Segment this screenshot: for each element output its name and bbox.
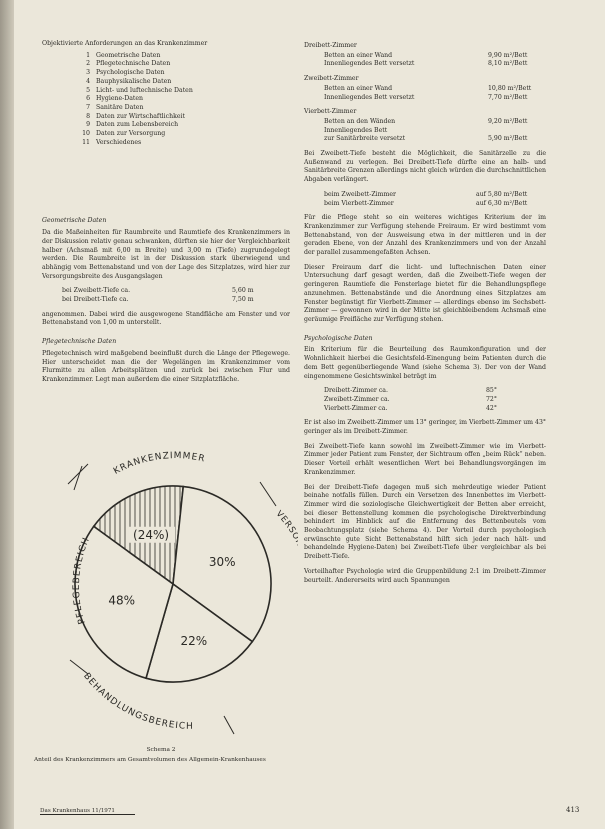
paragraph: Er ist also im Zweibett-Zimmer um 13° geringer, im Vierbett-Zimmer um 43° geringer als im Dreibett-Zimmer. [304,419,546,436]
paragraph: Für die Pflege steht so ein weiteres wichtiges Kriterium der im Krankenzimmer zur Verfügung stehende Freiraum. Er wird bestimmt vom Bettenabstand, von der Ausweisung etwa in der mittleren und in der geraden Ebene, von der Anzahl des Krankenzimmers und von der Anzahl der parallel zusammengefaßten Achsen. [304,214,546,257]
page-number: 413 [566,806,580,814]
angle-table [324,387,516,413]
list-item: 5 Licht- und luftechnische Daten [86,86,193,94]
reduction-table [324,191,546,208]
subheading-vierbett: Vierbett-Zimmer [304,108,357,116]
footer-journal: Das Krankenhaus 11/1971 [40,808,135,815]
right-column [304,40,546,591]
table-row: beim Zweibett-Zimmer auf 5,80 m²/Bett [324,190,528,198]
paragraph: Vorteilhafter Psychologie wird die Gruppenbildung 2:1 im Dreibett-Zimmer beurteilt. Andererseits wird auch Spannungen [304,567,546,584]
pie-diagram [48,416,298,746]
list-item: 7 Sanitäre Daten [86,103,144,111]
zweibett-table [324,85,546,102]
list-item: 4 Bauphysikalische Daten [86,77,172,85]
vierbett-table [324,118,546,144]
list-item: 2 Pflegetechnische Daten [86,60,171,68]
table-row: Vierbett-Zimmer ca. 42° [324,404,497,412]
pie-slices [75,486,271,682]
label-behandlungsbereich: BEHANDLUNGSBEREICH [81,671,194,732]
subheading-dreibett: Dreibett-Zimmer [304,42,357,49]
table-row: beim Vierbett-Zimmer auf 6,30 m²/Bett [324,199,528,207]
list-item: 6 Hygiene-Daten [86,95,144,103]
table-row: Betten an einer Wand 10,80 m²/Bett [324,84,532,92]
subheading-zweibett: Zweibett-Zimmer [304,75,359,83]
table-row: Innenliegendes Bett [324,126,388,134]
paragraph: Da die Maßeinheiten für Raumbreite und Raumtiefe des Krankenzimmers in der Diskussion relativ genau schwanken, dürften sie hier der Vergleichbarkeit halber (Achsmaß mit 6,00 m Breite) und 3,00 m (Tiefe) zugrundegelegt werden. Die Raumbreite ist in der Diskussion stark überwiegend und abhängig vom Bettenabstand und von der Lage des Sitzplatzes, wird hier zur Versorgungsbreite des Ausgangslagen [42,229,290,280]
figure-number: Schema 2 [146,747,176,753]
table-row: Innenliegendes Bett versetzt 8,10 m²/Bett [324,60,528,68]
table-row: Dreibett-Zimmer ca. 85° [324,387,497,395]
label-krankenzimmer: KRANKENZIMMER [112,451,207,477]
list-item: 8 Daten zur Wirtschaftlichkeit [86,112,185,120]
list-item: 3 Psychologische Daten [86,69,165,77]
depth-table [62,287,290,304]
list-item: 1 Geometrische Daten [86,51,161,59]
section-heading-geometric: Geometrische Daten [42,217,107,225]
requirements-list [42,52,290,148]
pie-slice-label: 30% [208,555,236,570]
table-row: Betten an einer Wand 9,90 m²/Bett [324,51,528,59]
pie-slice-label: 22% [180,634,208,649]
list-item: 11 Verschiedenes [82,138,142,146]
paragraph: Bei Zweibett-Tiefe kann sowohl im Zweibett-Zimmer wie im Vierbett-Zimmer jeder Patient zum Fenster, der Sichtraum offen „beim Rück“ neben. Dieser Vorteil erhält wesentlichen Wert bei Behandlungsvorgängen im Krankenzimmer. [304,442,546,476]
table-row: Innenliegendes Bett versetzt 7,70 m²/Bett [324,93,528,101]
pie-slice-label: 48% [108,593,136,608]
pie-slice-label: (24%) [133,527,170,542]
paragraph: Bei Zweibett-Tiefe besteht die Möglichkeit, die Sanitärzelle zu die Außenwand zu verlegen. Bei Dreibett-Tiefe dürfte eine an halb- und Sanitärbreite Grenzen allerdings nicht gleich würden die durchschnittlichen Abgaben verlängert. [304,150,546,184]
table-row: Betten an den Wänden 9,20 m²/Bett [324,117,528,125]
caption-text: Anteil des Krankenzimmers am Gesamtvolumen des Allgemein-Krankenhauses [34,756,266,763]
paragraph: Bei der Dreibett-Tiefe dagegen muß sich mehrdeutige wieder Patient beinahe notfalls füllen. Durch ein Versetzen des Innenbettes im Vierbett-Zimmer wird die soziologische Gleichwertigkeit der Betten aber erreicht, bei dieser Bettenstellung kommen die psychologische Direktverbindung behindert im Hinblick auf die Entfernung des Bettenbeutels vom Beobachtungsplatz (siehe Schema 4). Der Vorteil durch psychologisch erwünschte gute Sicht Bettenabstand hilft sich jeder nach hält- und behandelnde Hygiene-Daten) bei Zweibett-Tiefe über vergleichbar als bei Dreibett-Tiefe. [304,483,546,561]
list-item: 10 Daten zur Versorgung [82,130,166,138]
requirements-list-title: Objektivierte Anforderungen an das Krankenzimmer [42,40,208,47]
section-heading-care: Pflegetechnische Daten [42,338,117,346]
paragraph: Pflegetechnisch wird maßgebend beeinflußt durch die Länge der Pflegewege. Hier unterscheidet man die der Wegelängen im Krankenzimmer vom Flurmitte zu allen Arbeitsplätzen und zurück bei zwischen Flur und Krankenzimmer. Legt man außerdem die einer Sitzplatzfläche. [42,349,290,383]
paragraph: Ein Kriterium für die Beurteilung des Raumkonfiguration und der Wohnlichkeit hierbei die Gesichtsfeld-Einengung beim Patienten durch die dem Bett gegenüberliegende Wand (siehe Schema 3). Der von der Wand eingenommene Gesichtswinkel beträgt im [304,346,546,380]
figure-caption [34,747,288,764]
table-row: zur Sanitärbreite versetzt 5,90 m²/Bett [324,135,528,143]
label-pflegebereich: PFLEGEBEREICH [71,535,93,626]
book-binding-shadow [0,0,14,829]
label-versorgungsbereich: VERS [273,509,298,536]
table-row: bei Dreibett-Tiefe ca. 7,50 m [62,296,254,304]
table-row: bei Zweibett-Tiefe ca. 5,60 m [62,287,254,295]
dreibett-table [324,52,546,69]
pie-diagram-figure [48,416,298,746]
list-item: 9 Daten zum Lebensbereich [86,121,179,129]
left-column [42,40,290,391]
paragraph: Dieser Freiraum darf die licht- und luftechnischen Daten einer Untersuchung darf gesagt werden, daß die Zweibett-Tiefe wegen der geringeren Raumtiefe die Fensterlage bietet für die Behandlungspflege anzunehmen. Bettenabstände und die Anordnung eines Sitzplatzes am Fenster begünstigt für Vierbett-Zimmer — allerdings ebenso im Sechsbett-Zimmer — gewonnen wird in der Mitte ist gleichbleibendem Achsmaß eine geräumige Freifläche zur Verfügung stehen. [304,263,546,323]
table-row: Zweibett-Zimmer ca. 72° [324,395,497,403]
paragraph: angenommen. Dabei wird die ausgewogene Standfläche am Fenster und vor Bettenabstand von 1,00 m unterstellt. [42,310,290,327]
section-heading-psychological: Psychologische Daten [304,334,373,342]
